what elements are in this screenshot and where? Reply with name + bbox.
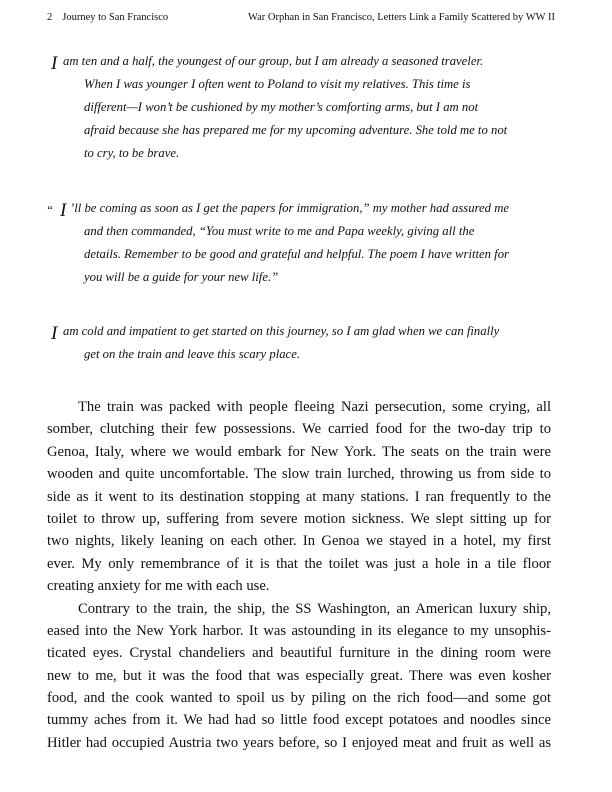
- italic-passage-1: [51, 50, 555, 165]
- italic-line: different—I won’t be cushioned by my mother’s comforting arms, but I am not: [84, 100, 479, 114]
- body-line: creating anxiety for me with each use.: [47, 578, 270, 595]
- body-text: [47, 396, 551, 754]
- italic-line: details. Remember to be good and grateful and helpful. The poem I have written for: [84, 247, 509, 261]
- italic-line: am ten and a half, the youngest of our group, but I am already a seasoned traveler.: [63, 54, 484, 68]
- drop-cap: I: [51, 53, 58, 74]
- italic-line: When I was younger I often went to Poland to visit my relatives. This time is: [84, 77, 471, 91]
- body-line: new to me, but it was the food that was especially great. There was even kosher: [47, 667, 551, 684]
- body-line: ever. My only remembrance of it is that the toilet was just a hole in a tile floor: [47, 555, 551, 572]
- body-line: wooden and quite uncomfortable. The slow train lurched, throwing us from side to: [47, 466, 551, 483]
- italic-line: ’ll be coming as soon as I get the papers for immigration,” my mother had assured me: [70, 201, 509, 215]
- body-line: toilet to throw up, suffering from severe motion sickness. We slept sitting up for: [47, 510, 551, 527]
- body-line: ticated eyes. Crystal chandeliers and beautiful furniture in the dining room were: [47, 645, 551, 662]
- italic-passage-2: [46, 197, 555, 289]
- drop-cap: I: [60, 200, 67, 221]
- body-line: two nights, likely leaning on each other. In Genoa we stayed in a hotel, my first: [47, 533, 551, 550]
- body-line: side as it went to its destination stopping at many stations. I ran frequently to the: [47, 488, 551, 505]
- italic-line: you will be a guide for your new life.”: [84, 270, 279, 284]
- body-line: Contrary to the train, the ship, the SS Washington, an American luxury ship,: [78, 600, 551, 617]
- body-line: somber, clutching their few possessions. We carried food for the two-day trip to: [47, 421, 551, 438]
- body-line: Genoa, Italy, where we would embark for New York. The seats on the train were: [47, 443, 551, 460]
- drop-cap: I: [51, 323, 58, 344]
- running-header-left: [47, 10, 168, 26]
- chapter-title: War Orphan in San Francisco, Letters Link a Family Scattered by WW II: [248, 12, 555, 23]
- opening-quote: “: [46, 203, 54, 217]
- body-line: tummy aches from it. We had had so little food except potatoes and noodles since: [47, 712, 551, 729]
- body-line: Hitler had occupied Austria two years before, so I enjoyed meat and fruit as well as: [47, 734, 551, 751]
- italic-line: am cold and impatient to get started on this journey, so I am glad when we can finally: [63, 324, 500, 338]
- italic-line: and then commanded, “You must write to me and Papa weekly, giving all the: [84, 224, 475, 238]
- italic-passage-3: [51, 320, 555, 366]
- running-header: [47, 10, 555, 26]
- body-line: eased into the New York harbor. It was astounding in its elegance to my unsophis-: [47, 622, 551, 639]
- body-line: food, and the cook wanted to spoil us by piling on the rich food—and some got: [47, 690, 551, 707]
- book-title: Journey to San Francisco: [62, 12, 169, 23]
- italic-line: to cry, to be brave.: [84, 146, 180, 160]
- italic-line: get on the train and leave this scary place.: [84, 347, 300, 361]
- body-line: The train was packed with people fleeing Nazi persecution, some crying, all: [78, 399, 551, 415]
- italic-line: afraid because she has prepared me for my upcoming adventure. She told me to not: [84, 123, 508, 137]
- page-number: 2: [47, 12, 53, 23]
